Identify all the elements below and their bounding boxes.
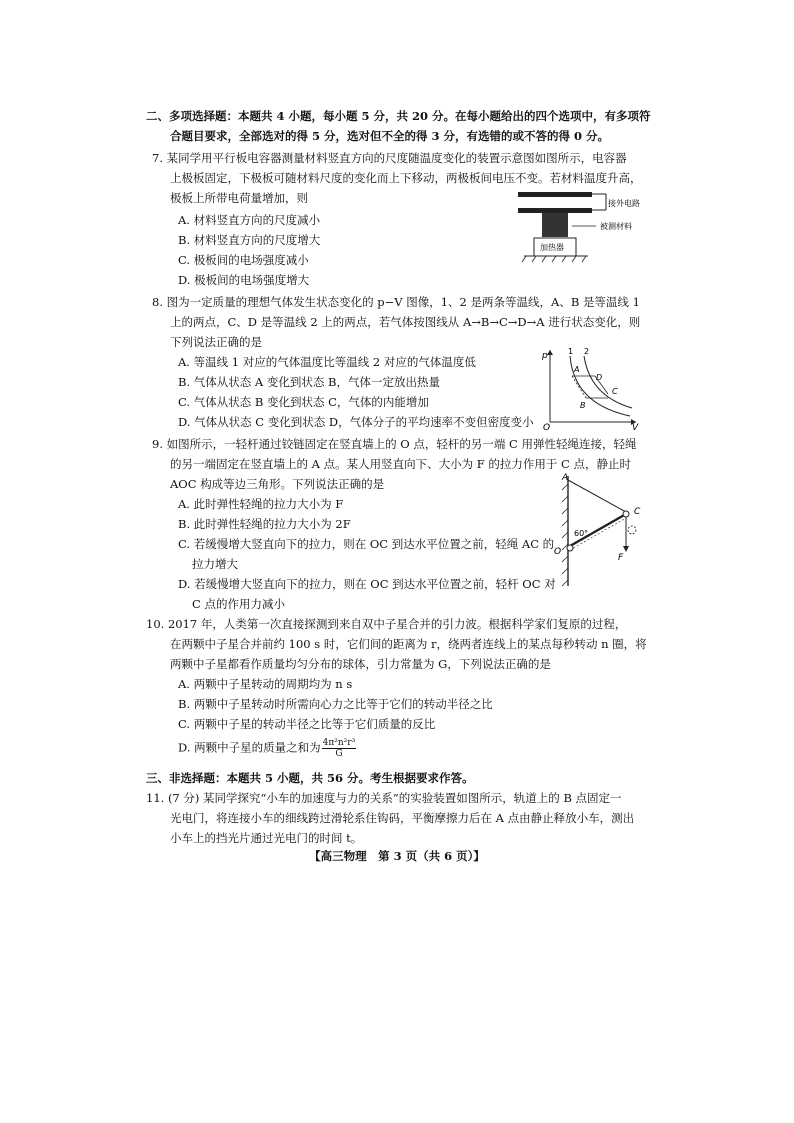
q9-force-f: F	[618, 553, 624, 563]
q7-stem-line3: 极板上所带电荷量增加，则	[170, 191, 308, 205]
q9-option-d-cont: C 点的作用力减小	[192, 597, 285, 611]
q9-angle-60: 60°	[574, 529, 589, 538]
q7-stem-line1: 7. 某同学用平行板电容器测量材料竖直方向的尺度随温度变化的装置示意图如图所示，电容器	[152, 151, 627, 165]
q8-point-b: B	[580, 401, 586, 410]
q7-option-d: D. 极板间的电场强度增大	[178, 273, 310, 287]
q8-point-d: D	[596, 373, 603, 382]
q9-wall-rod-figure	[552, 470, 652, 593]
q11-stem-line1: 11. (7 分) 某同学探究“小车的加速度与力的关系”的实验装置如图所示，轨道上的 B 点固定一	[146, 791, 622, 805]
q9-stem-line2: 的另一端固定在竖直墙上的 A 点。某人用竖直向下、大小为 F 的拉力作用于 C 点，静止时	[170, 457, 632, 471]
q8-axis-p: p	[542, 351, 548, 361]
q8-option-a: A. 等温线 1 对应的气体温度比等温线 2 对应的气体温度低	[178, 355, 476, 369]
q7-stem-line2: 上极板固定，下极板可随材料尺度的变化而上下移动，两极板间电压不变。若材料温度升高，	[170, 171, 642, 185]
q9-point-o: O	[554, 547, 562, 557]
q7-option-b: B. 材料竖直方向的尺度增大	[178, 233, 321, 247]
q7-option-c: C. 极板间的电场强度减小	[178, 253, 309, 267]
q10-option-d-text: D. 两颗中子星的质量之和为	[178, 740, 321, 755]
q8-point-c: C	[612, 387, 618, 396]
q10-fraction-denominator: G	[335, 749, 343, 759]
q9-option-c: C. 若缓慢增大竖直向下的拉力，则在 OC 到达水平位置之前，轻绳 AC 的	[178, 537, 555, 551]
q10-option-c: C. 两颗中子星的转动半径之比等于它们质量的反比	[178, 717, 436, 731]
q10-option-a: A. 两颗中子星转动的周期均为 n s	[178, 677, 353, 691]
q8-option-b: B. 气体从状态 A 变化到状态 B，气体一定放出热量	[178, 375, 440, 389]
q8-label-isotherm-1: 1	[568, 347, 574, 356]
q7-label-heater: 加热器	[540, 243, 564, 252]
q9-stem-line3: AOC 构成等边三角形。下列说法正确的是	[170, 477, 385, 491]
q7-label-material: 被测材料	[600, 222, 632, 231]
q10-stem-line3: 两颗中子星都看作质量均匀分布的球体，引力常量为 G，下列说法正确的是	[170, 657, 551, 671]
q7-capacitor-figure	[510, 186, 640, 271]
q8-stem-line2: 上的两点，C、D 是等温线 2 上的两点，若气体按图线从 A→B→C→D→A 进行状态变化，则	[170, 315, 641, 329]
q10-stem-line1: 10. 2017 年，人类第一次直接探测到来自双中子星合并的引力波。根据科学家们复原的过程，	[146, 617, 627, 631]
section2-heading-line2: 合题目要求，全部选对的得 5 分，选对但不全的得 3 分，有选错的或不答的得 0 分。	[170, 129, 610, 143]
q8-option-c: C. 气体从状态 B 变化到状态 C，气体的内能增加	[178, 395, 429, 409]
q8-pv-diagram	[540, 346, 640, 433]
q10-option-b: B. 两颗中子星转动时所需向心力之比等于它们的转动半径之比	[178, 697, 493, 711]
q8-point-a: A	[574, 365, 580, 374]
q10-fraction-numerator: 4π²n²r³	[322, 738, 356, 748]
q11-stem-line3: 小车上的挡光片通过光电门的时间 t。	[170, 831, 363, 845]
q9-option-d: D. 若缓慢增大竖直向下的拉力，则在 OC 到达水平位置之前，轻杆 OC 对	[178, 577, 556, 591]
q10-option-d	[178, 738, 356, 759]
q8-label-isotherm-2: 2	[584, 347, 590, 356]
q9-stem-line1: 9. 如图所示，一轻杆通过铰链固定在竖直墙上的 O 点，轻杆的另一端 C 用弹性轻绳连接，轻绳	[152, 437, 637, 451]
page-footer: 【高三物理 第 3 页（共 6 页）】	[309, 849, 485, 863]
section3-heading: 三、非选择题：本题共 5 小题，共 56 分。考生根据要求作答。	[146, 771, 474, 785]
q10-option-d-fraction	[322, 738, 357, 759]
section2-heading-line1: 二、多项选择题：本题共 4 小题，每小题 5 分，共 20 分。在每小题给出的四个选项中，有多项符	[146, 109, 651, 123]
q8-stem-line3: 下列说法正确的是	[170, 335, 262, 349]
q9-point-a: A	[562, 473, 569, 483]
q9-option-a: A. 此时弹性轻绳的拉力大小为 F	[178, 497, 344, 511]
q8-axis-v: V	[632, 423, 639, 430]
q10-stem-line2: 在两颗中子星合并前约 100 s 时，它们间的距离为 r，绕两者连线上的某点每秒转动 n 圈，将	[170, 637, 647, 651]
q8-option-d: D. 气体从状态 C 变化到状态 D，气体分子的平均速率不变但密度变小	[178, 415, 534, 429]
q8-stem-line1: 8. 图为一定质量的理想气体发生状态变化的 p−V 图像，1、2 是两条等温线，A、B 是等温线 1	[152, 295, 640, 309]
q8-origin: O	[543, 423, 551, 430]
q9-point-c: C	[634, 507, 641, 517]
q11-stem-line2: 光电门，将连接小车的细线跨过滑轮系住钩码，平衡摩擦力后在 A 点由静止释放小车，测出	[170, 811, 635, 825]
q9-option-c-cont: 拉力增大	[192, 557, 238, 571]
q7-label-circuit: 接外电路	[608, 199, 640, 208]
q9-option-b: B. 此时弹性轻绳的拉力大小为 2F	[178, 517, 351, 531]
q7-option-a: A. 材料竖直方向的尺度减小	[178, 213, 321, 227]
